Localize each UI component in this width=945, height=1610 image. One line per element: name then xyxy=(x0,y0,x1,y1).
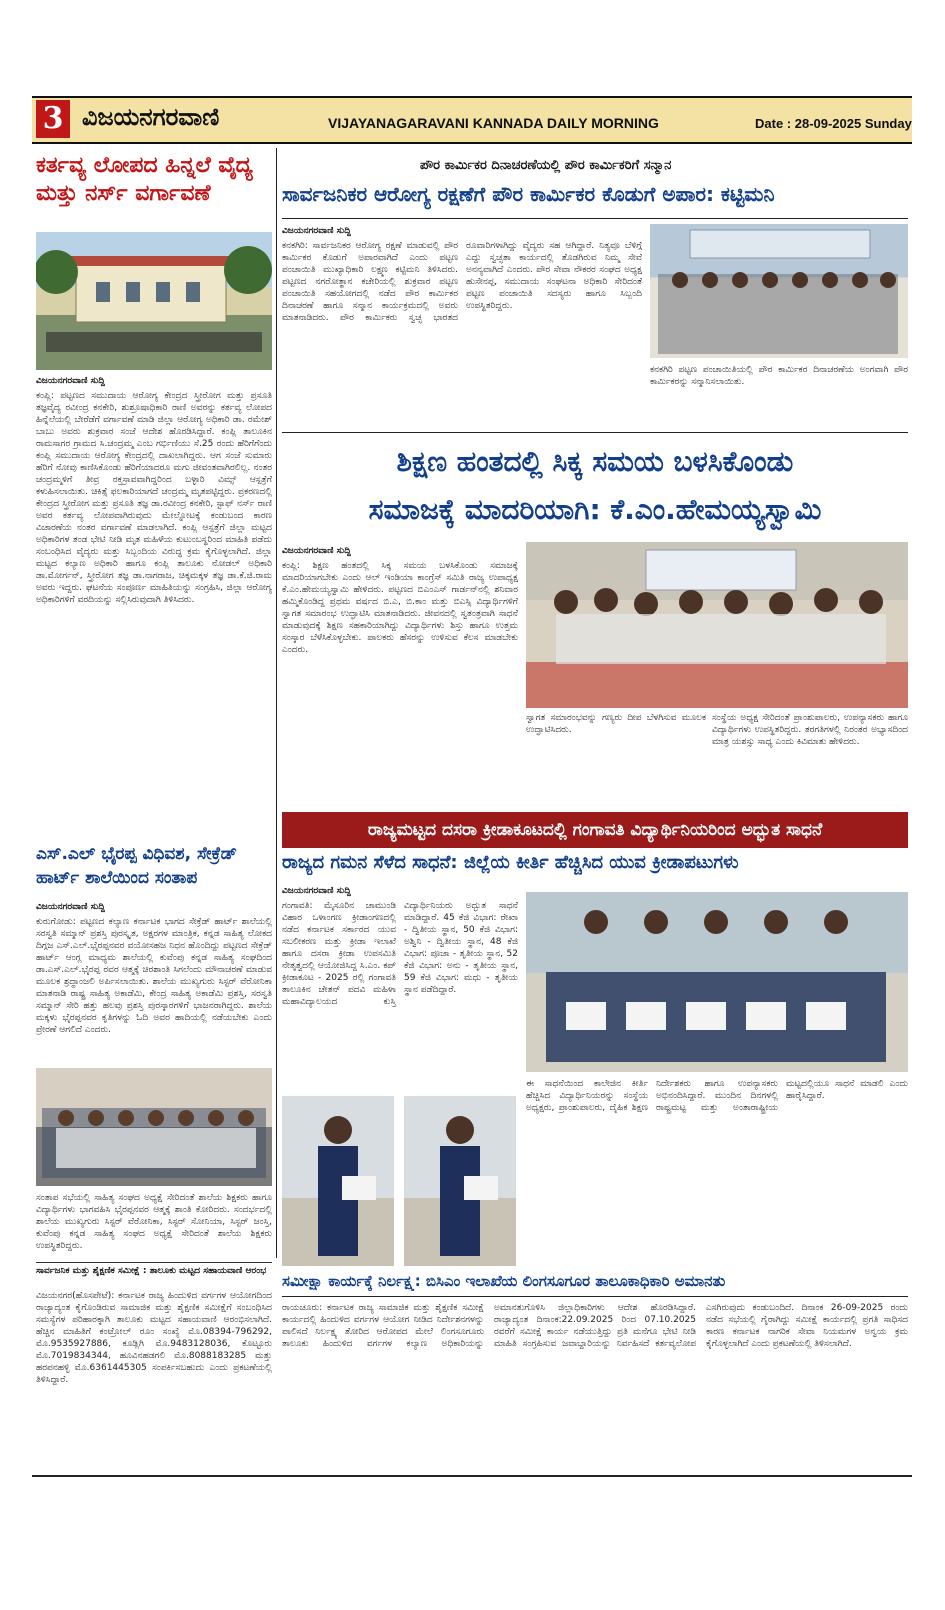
middle-dateline: ವಿಜಯನಗರವಾಣಿ ಸುದ್ದಿ xyxy=(282,546,351,556)
felicitation-photo xyxy=(650,224,908,358)
sports-body: ಗಂಗಾವತಿ: ಮೈಸೂರಿನ ಚಾಮುಂಡಿ ವಿಹಾರ ಒಳಾಂಗಣ ಕ್ರೀಡಾಂಗಣದಲ್ಲಿ ನಡೆದ ಕರ್ನಾಟಕ ಸರ್ಕಾರದ ಯುವ ಸಬಲೀಕರಣ ಮತ್ತು ಕ್ರೀಡಾ ಇಲಾಖೆ ಹಾಗೂ ದಸರಾ ಕ್ರೀಡಾ ಉಪಸಮಿತಿ ನೇತೃತ್ವದಲ್ಲಿ ಆಯೋಜಿಸಿದ್ದ ಸಿ.ಎಂ. ಕಪ್ ಕ್ರೀಡಾಕೂಟ - 2025 ರಲ್ಲಿ ಗಂಗಾವತಿ ತಾಲೂಕಿನ ಚೇತನ್ ಪದವಿ ಮಹಿಳಾ ಮಹಾವಿದ್ಯಾಲಯದ ಕುಸ್ತಿ ವಿದ್ಯಾರ್ಥಿನಿಯರು ಅದ್ಭುತ ಸಾಧನೆ ಮಾಡಿದ್ದಾರೆ. 45 ಕೆಜಿ ವಿಭಾಗ: ರೇಖಾ - ದ್ವಿತೀಯ ಸ್ಥಾನ, 50 ಕೆಜಿ ವಿಭಾಗ: ಅಶ್ವಿನಿ - ದ್ವಿತೀಯ ಸ್ಥಾನ, 48 ಕೆಜಿ ವಿಭಾಗ: ಪೂಜಾ - ತೃತೀಯ ಸ್ಥಾನ, 52 ಕೆಜಿ ವಿಭಾಗ: ಅನು - ತೃತೀಯ ಸ್ಥಾನ, 59 ಕೆಜಿ ವಿಭಾಗ: ಮಧು - ತೃತೀಯ ಸ್ಥಾನ ಪಡೆದಿದ್ದಾರೆ. xyxy=(282,901,518,1007)
felicitation-illustration xyxy=(650,224,908,358)
athletes-illustration xyxy=(526,892,908,1072)
left-top-dateline: ವಿಜಯನಗರವಾಣಿ ಸುದ್ದಿ xyxy=(36,376,105,386)
middle-top-rule xyxy=(282,432,908,433)
left-top-body: ಕಂಪ್ಲಿ: ಪಟ್ಟಣದ ಸಮುದಾಯ ಆರೋಗ್ಯ ಕೇಂದ್ರದ ಸ್ತ್ರೀರೋಗ ಮತ್ತು ಪ್ರಸೂತಿ ತಜ್ಞವೈದ್ಯ ರವೀಂದ್ರ ಕನಕೇರಿ, ಶುಶ್ರೂಷಾಧಿಕಾರಿ ರಾಣಿ ಅವರನ್ನು ಕರ್ತವ್ಯ ಲೋಪದ ಹಿನ್ನೆಲೆಯಲ್ಲಿ ಬೇರೆಡೆಗೆ ವರ್ಗಾವಣೆ ಮಾಡಿ ಜಿಲ್ಲಾ ಆರೋಗ್ಯ ಅಧಿಕಾರಿ ಡಾ. ರಮೇಶ್ ಬಾಬು ಅವರು ಶುಕ್ರವಾರ ಸಂಜೆ ಆದೇಶ ಹೊರಡಿಸಿದ್ದಾರೆ. ಕಂಪ್ಲಿ ತಾಲೂಕಿನ ರಾಮಸಾಗರ ಗ್ರಾಮದ ಸಿ.ಚಂದ್ರಮ್ಮ ಎಂಬ ಗರ್ಭಿಣಿಯು ಸೆ.25 ರಂದು ಹೆರಿಗೆಗೆಂದು ಕಂಪ್ಲಿ ಸಮುದಾಯ ಆರೋಗ್ಯ ಕೇಂದ್ರದಲ್ಲಿ ದಾಖಲಾಗಿದ್ದರು. ಆಗ ಸಂಜೆ ಸುಮಾರು ಹೆರಿಗೆ ನೋವು ಕಾಣಿಸಿಕೊಂಡು ಹೆರಿಗೆಯಾದರೂ ಮಗು ಜೀವಂತವಾಗಿರಲಿಲ್ಲ. ನಂತರ ಚಂದ್ರಮ್ಮಳಿಗೆ ತೀವ್ರ ರಕ್ತಸ್ರಾವವಾಗಿದ್ದರಿಂದ ಬಳ್ಳಾರಿ ವಿಮ್ಸ್ ಆಸ್ಪತ್ರೆಗೆ ಕಳುಹಿಸಲಾಯಿತು. ಚಿಕಿತ್ಸೆ ಫಲಕಾರಿಯಾಗದೆ ಚಂದ್ರಮ್ಮ ಮೃತಪಟ್ಟಿದ್ದರು. ಪ್ರಕರಣದಲ್ಲಿ ಕೇಂದ್ರದ ಸ್ತ್ರೀರೋಗ ಮತ್ತು ಪ್ರಸೂತಿ ತಜ್ಞ ಡಾ.ರವೀಂದ್ರ ಕನಕೇರಿ, ಸ್ಟಾಫ್ ನರ್ಸ್ ರಾಣಿ ಅವರ ಕರ್ತವ್ಯ ಲೋಪವಾಗಿರುವುದು ಮೇಲ್ನೋಟಕ್ಕೆ ಕಂಡುಬಂದ ಕಾರಣ ವಿಚಾರಣೆಯ ನಂತರ ವರ್ಗಾವಣೆ ಮಾಡಲಾಗಿದೆ. ಕಂಪ್ಲಿ ಆಸ್ಪತ್ರೆಗೆ ಜಿಲ್ಲಾ ಮಟ್ಟದ ಅಧಿಕಾರಿಗಳ ತಂಡ ಭೇಟಿ ನೀಡಿ ಮೃತ ಮಹಿಳೆಯ ಕುಟುಂಬಸ್ಥರಿಂದ ಮಾಹಿತಿ ಪಡೆದು ಸಂಬಂಧಿಸಿದ ವೈದ್ಯರು ಮತ್ತು ಸಿಬ್ಬಂದಿಯ ವಿರುದ್ಧ ಕ್ರಮ ಕೈಗೊಳ್ಳಲಾಗಿದೆ. ಜಿಲ್ಲಾ ಮಟ್ಟದ ಕಲ್ಯಾಣ ಅಧಿಕಾರಿ ಹಾಗೂ ಕಂಪ್ಲಿ ತಾಲೂಕು ನೋಡಲ್ ಅಧಿಕಾರಿ ಡಾ.ಮೋರ್ಗನ್, ಸ್ತ್ರೀರೋಗ ತಜ್ಞ ಡಾ.ನಾಗರಾಜ, ಚಿಕ್ಕಮಕ್ಕಳ ತಜ್ಞ ಡಾ.ಕೆ.ಜಿ.ರಾಮ ಅವರು ಇದ್ದರು. ಘಟನೆಯ ಸಂಪೂರ್ಣ ಮಾಹಿತಿಯನ್ನು ಸಂಗ್ರಹಿಸಿ, ಜಿಲ್ಲಾ ಆರೋಗ್ಯ ಅಧಿಕಾರಿಗಳಿಗೆ ವರದಿಯನ್ನು ಸಲ್ಲಿಸಿರುವುದಾಗಿ ತಿಳಿಸಿದರು. xyxy=(36,391,272,605)
sports-headline: ರಾಜ್ಯದ ಗಮನ ಸೆಳೆದ ಸಾಧನೆ: ಜಿಲ್ಲೆಯ ಕೀರ್ತಿ ಹೆಚ್ಚಿಸಿದ ಯುವ ಕ್ರೀಡಾಪಟುಗಳು xyxy=(282,852,739,873)
felicitation-caption: ಕನಕಗಿರಿ ಪಟ್ಟಣ ಪಂಚಾಯಿತಿಯಲ್ಲಿ ಪೌರ ಕಾರ್ಮಿಕರ ದಿನಾಚರಣೆಯ ಅಂಗವಾಗಿ ಪೌರ ಕಾರ್ಮಿಕರನ್ನು ಸನ್ಮಾನಿಸಲಾಯಿತು. xyxy=(650,365,908,387)
athlete-1-illustration xyxy=(282,1096,394,1266)
athlete-photo-2 xyxy=(404,1096,516,1266)
sports-banner: ರಾಜ್ಯಮಟ್ಟದ ದಸರಾ ಕ್ರೀಡಾಕೂಟದಲ್ಲಿ ಗಂಗಾವತಿ ವಿದ್ಯಾರ್ಥಿನಿಯರಿಂದ ಅದ್ಭುತ ಸಾಧನೆ xyxy=(282,812,908,848)
hospital-photo xyxy=(36,232,272,370)
top-right-dateline: ವಿಜಯನಗರವಾಣಿ ಸುದ್ದಿ xyxy=(282,226,351,236)
tree-left xyxy=(36,250,78,294)
left-school-body: ಕುರುಗೋಡು: ಪಟ್ಟಣದ ಕಲ್ಯಾಣ ಕರ್ನಾಟಕ ಭಾಗದ ಸೇಕ್ರೆಡ್ ಹಾರ್ಟ್ ಶಾಲೆಯಲ್ಲಿ ಸರಸ್ವತಿ ಸಮ್ಮಾನ್ ಪ್ರಶಸ್ತಿ ಪುರಸ್ಕೃತ, ಅಕ್ಷರಗಳ ಮಾಂತ್ರಿಕ, ಕನ್ನಡ ಸಾಹಿತ್ಯ ಲೋಕದ ದಿಗ್ಗಜ ಎಸ್.ಎಲ್.ಭೈರಪ್ಪನವರ ವಯೋಸಹಜ ನಿಧನ ಹೊಂದಿದ್ದು ಪಟ್ಟಣದ ಸೇಕ್ರೆಡ್ ಹಾರ್ಟ್ ಆಂಗ್ಲ ಮಾಧ್ಯಮ ಶಾಲೆಯಲ್ಲಿ ಕುವೆಂಪು ಕನ್ನಡ ಸಾಹಿತ್ಯ ಸಂಘದಿಂದ ಡಾ.ಎಸ್.ಎಲ್.ಭೈರಪ್ಪ ರವರ ಆತ್ಮಕ್ಕೆ ಚಿರಶಾಂತಿ ಸಿಗಲೆಂದು ಮೌನಾಚರಣೆ ಮಾಡುವ ಮೂಲಕ ಶ್ರದ್ಧಾಂಜಲಿ ಅರ್ಪಿಸಲಾಯಿತು. ಶಾಲೆಯ ಮುಖ್ಯಗುರು ಸಿಸ್ಟರ್ ವೆರೋನಿಕಾ ಮಾತನಾಡಿ ರಾಷ್ಟ್ರ ಸಾಹಿತ್ಯ ಅಕಾಡೆಮಿ, ಕೇಂದ್ರ ಸಾಹಿತ್ಯ ಅಕಾಡೆಮಿ ಪ್ರಶಸ್ತಿ, ಸರಸ್ವತಿ ಸಮ್ಮಾನ್ ಸೇರಿ ಹತ್ತು ಹಲವು ಪ್ರಶಸ್ತಿ ಪುರಸ್ಕಾರಗಳಿಗೆ ಭಾಜನರಾಗಿದ್ದರು. ಶಾಲೆಯ ಮಕ್ಕಳು ಭೈರಪ್ಪನವರ ಕೃತಿಗಳನ್ನು ಓದಿ ಅವರ ಹಾದಿಯಲ್ಲಿ ನಡೆಯಬೇಕು ಎಂದು ಪ್ರೇರಣೆ ಆಗಲಿದೆ ಎಂದರು. xyxy=(36,917,272,1035)
bottom-story-rule xyxy=(282,1296,908,1297)
left-top-headline: ಕರ್ತವ್ಯ ಲೋಪದ ಹಿನ್ನಲೆ ವೈದ್ಯ ಮತ್ತು ನರ್ಸ್ ವರ್ಗಾವಣೆ xyxy=(36,153,253,206)
left-school-dateline: ವಿಜಯನಗರವಾಣಿ ಸುದ್ದಿ xyxy=(36,902,105,912)
sports-dateline: ವಿಜಯನಗರವಾಣಿ ಸುದ್ದಿ xyxy=(282,886,351,896)
sports-body-2: ಈ ಸಾಧನೆಯಿಂದ ಕಾಲೇಜಿನ ಕೀರ್ತಿ ಹೆಚ್ಚಿಸಿದ ವಿದ್ಯಾರ್ಥಿನಿಯರನ್ನು ಸಂಸ್ಥೆಯ ಅಧ್ಯಕ್ಷರು, ಪ್ರಾಂಶುಪಾಲರು, ದೈಹಿಕ ಶಿಕ್ಷಣ ನಿರ್ದೇಶಕರು ಹಾಗೂ ಉಪನ್ಯಾಸಕರು ಅಭಿನಂದಿಸಿದ್ದಾರೆ. ಮುಂದಿನ ದಿನಗಳಲ್ಲಿ ರಾಷ್ಟ್ರಮಟ್ಟ ಮತ್ತು ಅಂತಾರಾಷ್ಟ್ರೀಯ ಮಟ್ಟದಲ್ಲಿಯೂ ಸಾಧನೆ ಮಾಡಲಿ ಎಂದು ಹಾರೈಸಿದ್ದಾರೆ. xyxy=(526,1079,908,1113)
middle-headline-line1: ಶಿಕ್ಷಣ ಹಂತದಲ್ಲಿ ಸಿಕ್ಕ ಸಮಯ ಬಳಸಿಕೊಂಡು xyxy=(396,445,794,478)
column-divider xyxy=(276,148,277,1258)
middle-headline-line2: ಸಮಾಜಕ್ಕೆ ಮಾದರಿಯಾಗಿ: ಕೆ.ಎಂ.ಹೇಮಯ್ಯಸ್ವಾಮಿ xyxy=(368,493,822,526)
athlete-2-illustration xyxy=(404,1096,516,1266)
issue-date: Date : 28-09-2025 Sunday xyxy=(755,116,912,131)
school-students-photo xyxy=(36,1068,272,1186)
middle-caption: ಸ್ವಾಗತ ಸಮಾರಂಭವನ್ನು ಗಣ್ಯರು ದೀಪ ಬೆಳಗಿಸುವ ಮೂಲಕ ಉದ್ಘಾಟಿಸಿದರು. xyxy=(526,713,706,735)
bottom-body: ರಾಯಚೂರು: ಕರ್ನಾಟಕ ರಾಜ್ಯ ಸಾಮಾಜಿಕ ಮತ್ತು ಶೈಕ್ಷಣಿಕ ಸಮೀಕ್ಷೆ ಕಾರ್ಯದಲ್ಲಿ ಹಿಂದುಳಿದ ವರ್ಗಗಳ ಆಯೋಗ ನೀಡಿದ ನಿರ್ದೇಶನಗಳನ್ನು ಪಾಲಿಸದೆ ನಿರ್ಲಕ್ಷ್ಯ ತೋರಿದ ಆರೋಪದ ಮೇಲೆ ಲಿಂಗಸೂಗೂರು ತಾಲೂಕು ಹಿಂದುಳಿದ ವರ್ಗಗಳ ಕಲ್ಯಾಣ ಅಧಿಕಾರಿಯನ್ನು ಅಮಾನತುಗೊಳಿಸಿ ಜಿಲ್ಲಾಧಿಕಾರಿಗಳು ಆದೇಶ ಹೊರಡಿಸಿದ್ದಾರೆ. ರಾಜ್ಯಾದ್ಯಂತ ದಿನಾಂಕ:22.09.2025 ರಿಂದ 07.10.2025 ರವರೆಗೆ ಸಮೀಕ್ಷೆ ಕಾರ್ಯ ನಡೆಯುತ್ತಿದ್ದು ಪ್ರತಿ ಮನೆಗೂ ಭೇಟಿ ನೀಡಿ ಮಾಹಿತಿ ಸಂಗ್ರಹಿಸುವ ಜವಾಬ್ದಾರಿಯನ್ನು ನಿರ್ವಹಿಸದೆ ಕರ್ತವ್ಯಲೋಪ ಎಸಗಿರುವುದು ಕಂಡುಬಂದಿದೆ. ದಿನಾಂಕ 26-09-2025 ರಂದು ನಡೆದ ಸಭೆಯಲ್ಲಿ ಗೈರಾಗಿದ್ದು ಸಮೀಕ್ಷೆ ಕಾರ್ಯದಲ್ಲಿ ಪ್ರಗತಿ ಸಾಧಿಸದ ಕಾರಣ ಕರ್ನಾಟಕ ನಾಗರಿಕ ಸೇವಾ ನಿಯಮಗಳ ಅನ್ವಯ ಕ್ರಮ ಕೈಗೊಳ್ಳಲಾಗಿದೆ ಎಂದು ಪ್ರಕಟಣೆಯಲ್ಲಿ ತಿಳಿಸಲಾಗಿದೆ. xyxy=(282,1303,908,1349)
parked-bikes xyxy=(46,332,262,352)
tree-right xyxy=(224,246,272,294)
top-right-body: ಕನಕಗಿರಿ: ಸಾರ್ವಜನಿಕರ ಆರೋಗ್ಯ ರಕ್ಷಣೆ ಮಾಡುವಲ್ಲಿ ಪೌರ ಕಾರ್ಮಿಕರ ಕೊಡುಗೆ ಅಪಾರವಾಗಿದೆ ಎಂದು ಪಟ್ಟಣ ಪಂಚಾಯಿತಿ ಮುಖ್ಯಾಧಿಕಾರಿ ಲಕ್ಷ್ಮಣ ಕಟ್ಟಿಮನಿ ತಿಳಿಸಿದರು. ಪಟ್ಟಣದ ನಗರೋತ್ಥಾನ ಕಚೇರಿಯಲ್ಲಿ ಶುಕ್ರವಾರ ಪಟ್ಟಣ ಪಂಚಾಯಿತಿ ಸಹಯೋಗದಲ್ಲಿ ನಡೆದ ಪೌರ ಕಾರ್ಮಿಕರ ದಿನಾಚರಣೆ ಹಾಗೂ ಸನ್ಮಾನ ಕಾರ್ಯಕ್ರಮದಲ್ಲಿ ಅವರು ಮಾತನಾಡಿದರು. ಪೌರ ಕಾರ್ಮಿಕರು ಸ್ವಚ್ಛ ಭಾರತದ ರೂವಾರಿಗಳಾಗಿದ್ದು ವೈದ್ಯರು ಸಹ ಆಗಿದ್ದಾರೆ. ನಿತ್ಯವೂ ಬೆಳಿಗ್ಗೆ ಎದ್ದು ಸ್ವಚ್ಛತಾ ಕಾರ್ಯದಲ್ಲಿ ತೊಡಗಿರುವ ನಿಮ್ಮ ಸೇವೆ ಅನನ್ಯವಾಗಿದೆ ಎಂದರು. ಪೌರ ಸೇವಾ ನೌಕರರ ಸಂಘದ ಅಧ್ಯಕ್ಷ ಹುಸೇನಪ್ಪ, ಸಮುದಾಯ ಸಂಘಟನಾ ಅಧಿಕಾರಿ ಸೇರಿದಂತೆ ಪಟ್ಟಣ ಪಂಚಾಯಿತಿ ಸದಸ್ಯರು ಹಾಗೂ ಸಿಬ್ಬಂದಿ ಉಪಸ್ಥಿತರಿದ್ದರು. xyxy=(282,241,642,323)
bottom-headline: ಸಮೀಕ್ಷಾ ಕಾರ್ಯಕ್ಕೆ ನಿರ್ಲಕ್ಷ್ಯ: ಬಿಸಿಎಂ ಇಲಾಖೆಯ ಲಿಂಗಸೂಗೂರ ತಾಲೂಕಾಧಿಕಾರಿ ಅಮಾನತು xyxy=(282,1272,726,1290)
page-number: 3 xyxy=(36,100,70,138)
left-school-body-2: ಸಂತಾಪ ಸಭೆಯಲ್ಲಿ ಸಾಹಿತ್ಯ ಸಂಘದ ಅಧ್ಯಕ್ಷೆ ಸೇರಿದಂತೆ ಶಾಲೆಯ ಶಿಕ್ಷಕರು ಹಾಗೂ ವಿದ್ಯಾರ್ಥಿಗಳು ಭಾಗವಹಿಸಿ ಭೈರಪ್ಪನವರ ಆತ್ಮಕ್ಕೆ ಶಾಂತಿ ಕೋರಿದರು. ಸಂದರ್ಭದಲ್ಲಿ ಶಾಲೆಯ ಮುಖ್ಯಗುರು ಸಿಸ್ಟರ್ ವೆರೋನಿಕಾ, ಸಿಸ್ಟರ್ ಸೋನಿಯಾ, ಸಿಸ್ಟರ್ ಜಂಸ್ತಿ, ಕುವೆಂಪು ಕನ್ನಡ ಸಾಹಿತ್ಯ ಸಂಘದ ಅಧ್ಯಕ್ಷೆ ಸೇರಿದಂತೆ ಶಾಲೆಯ ಶಿಕ್ಷಕರು ಉಪಸ್ಥಿತರಿದ್ದರು. xyxy=(36,1193,272,1251)
welcome-ceremony-photo xyxy=(526,542,908,708)
hospital-roof xyxy=(71,256,231,266)
notice-title: ಸಾರ್ವಜನಿಕ ಮತ್ತು ಶೈಕ್ಷಣಿಕ ಸಮೀಕ್ಷೆ : ತಾಲೂಕು ಮಟ್ಟದ ಸಹಾಯವಾಣಿ ಆರಂಭ xyxy=(36,1262,272,1277)
top-right-headline: ಸಾರ್ವಜನಿಕರ ಆರೋಗ್ಯ ರಕ್ಷಣೆಗೆ ಪೌರ ಕಾರ್ಮಿಕರ ಕೊಡುಗೆ ಅಪಾರ: ಕಟ್ಟಿಮನಿ xyxy=(282,182,775,206)
top-right-kicker: ಪೌರ ಕಾರ್ಮಿಕರ ದಿನಾಚರಣೆಯಲ್ಲಿ ಪೌರ ಕಾರ್ಮಿಕರಿಗೆ ಸನ್ಮಾನ xyxy=(420,158,672,173)
top-right-underline xyxy=(282,218,908,219)
team-athletes-photo xyxy=(526,892,908,1072)
newspaper-title: ವಿಜಯನಗರವಾಣಿ xyxy=(82,103,220,131)
left-school-headline: ಎಸ್.ಎಲ್ ಭೈರಪ್ಪ ವಿಧಿವಶ, ಸೇಕ್ರೆಡ್ ಹಾರ್ಟ್ ಶಾಲೆಯಿಂದ ಸಂತಾಪ xyxy=(36,844,237,888)
hospital-illustration xyxy=(36,232,272,370)
middle-body-2: ಸಂಸ್ಥೆಯ ಅಧ್ಯಕ್ಷ ಸೇರಿದಂತೆ ಪ್ರಾಂಶುಪಾಲರು, ಉಪನ್ಯಾಸಕರು ಹಾಗೂ ವಿದ್ಯಾರ್ಥಿಗಳು ಉಪಸ್ಥಿತರಿದ್ದರು. ತರಗತಿಗಳಲ್ಲಿ ನಿರಂತರ ಅಭ್ಯಾಸದಿಂದ ಮಾತ್ರ ಯಶಸ್ಸು ಸಾಧ್ಯ ಎಂದು ಕಿವಿಮಾತು ಹೇಳಿದರು. xyxy=(712,713,908,747)
bottom-divider xyxy=(32,1475,912,1477)
athlete-photo-1 xyxy=(282,1096,394,1266)
notice-body: ವಿಜಯನಗರ(ಹೊಸಪೇಟೆ): ಕರ್ನಾಟಕ ರಾಜ್ಯ ಹಿಂದುಳಿದ ವರ್ಗಗಳ ಆಯೋಗದಿಂದ ರಾಜ್ಯಾದ್ಯಂತ ಕೈಗೊಂಡಿರುವ ಸಾಮಾಜಿಕ ಮತ್ತು ಶೈಕ್ಷಣಿಕ ಸಮೀಕ್ಷೆಗೆ ಸಂಬಂಧಿಸಿದ ಸಮಸ್ಯೆಗಳ ಪರಿಹಾರಕ್ಕಾಗಿ ತಾಲೂಕು ಮಟ್ಟದ ಸಹಾಯವಾಣಿ ಆರಂಭಿಸಲಾಗಿದೆ. ಹೆಚ್ಚಿನ ಮಾಹಿತಿಗೆ ಕಂಟ್ರೋಲ್ ರೂಂ ಸಂಖ್ಯೆ ಮೊ.08394-796292, ಮೊ.9535927886, ಕೂಡ್ಲಿಗಿ ಮೊ.9483128036, ಕೊಟ್ಟೂರು ಮೊ.7019834344, ಹೂವಿನಹಡಗಲಿ ಮೊ.8088183285 ಮತ್ತು ಹರಪನಹಳ್ಳಿ ಮೊ.6361445305 ಸಂಪರ್ಕಿಸಬಹುದು ಎಂದು ಪ್ರಕಟಣೆಯಲ್ಲಿ ತಿಳಿಸಿದ್ದಾರೆ. xyxy=(36,1291,272,1385)
students-illustration xyxy=(36,1068,272,1186)
newspaper-subtitle: VIJAYANAGARAVANI KANNADA DAILY MORNING xyxy=(328,115,659,131)
middle-body: ಕಂಪ್ಲಿ: ಶಿಕ್ಷಣ ಹಂತದಲ್ಲಿ ಸಿಕ್ಕ ಸಮಯ ಬಳಸಿಕೊಂಡು ಸಮಾಜಕ್ಕೆ ಮಾದರಿಯಾಗಬೇಕು ಎಂದು ಆಲ್ ಇಂಡಿಯಾ ಕಾಂಗ್ರೆಸ್ ಸಮಿತಿ ರಾಜ್ಯ ಉಪಾಧ್ಯಕ್ಷ ಕೆ.ಎಂ.ಹೇಮಯ್ಯಸ್ವಾಮಿ ಹೇಳಿದರು. ಪಟ್ಟಣದ ಬಿಎಂಎಸ್ ಗಾರ್ಡನ್‌ನಲ್ಲಿ ಶನಿವಾರ ಹಮ್ಮಿಕೊಂಡಿದ್ದ ಪ್ರಥಮ ವರ್ಷದ ಬಿ.ಎ, ಬಿ.ಕಾಂ ಮತ್ತು ಬಿಎಸ್ಸಿ ವಿದ್ಯಾರ್ಥಿಗಳಿಗೆ ಸ್ವಾಗತ ಸಮಾರಂಭ ಉದ್ಘಾಟಿಸಿ ಮಾತನಾಡಿದರು. ಜೀವನದಲ್ಲಿ ಸ್ವತಂತ್ರವಾಗಿ ಸಾಧನೆ ಮಾಡುವುದಕ್ಕೆ ಶಿಕ್ಷಣ ಸಹಕಾರಿಯಾಗಿದ್ದು ವಿದ್ಯಾರ್ಥಿಗಳು ಶಿಸ್ತು ಹಾಗೂ ಉತ್ತಮ ಸಂಸ್ಕಾರ ಬೆಳೆಸಿಕೊಳ್ಳಬೇಕು. ಪಾಲಕರು ಹೆಸರನ್ನು ಉಳಿಸುವ ಕೆಲಸ ಮಾಡಬೇಕು ಎಂದರು. xyxy=(282,561,518,655)
ceremony-illustration xyxy=(526,542,908,708)
